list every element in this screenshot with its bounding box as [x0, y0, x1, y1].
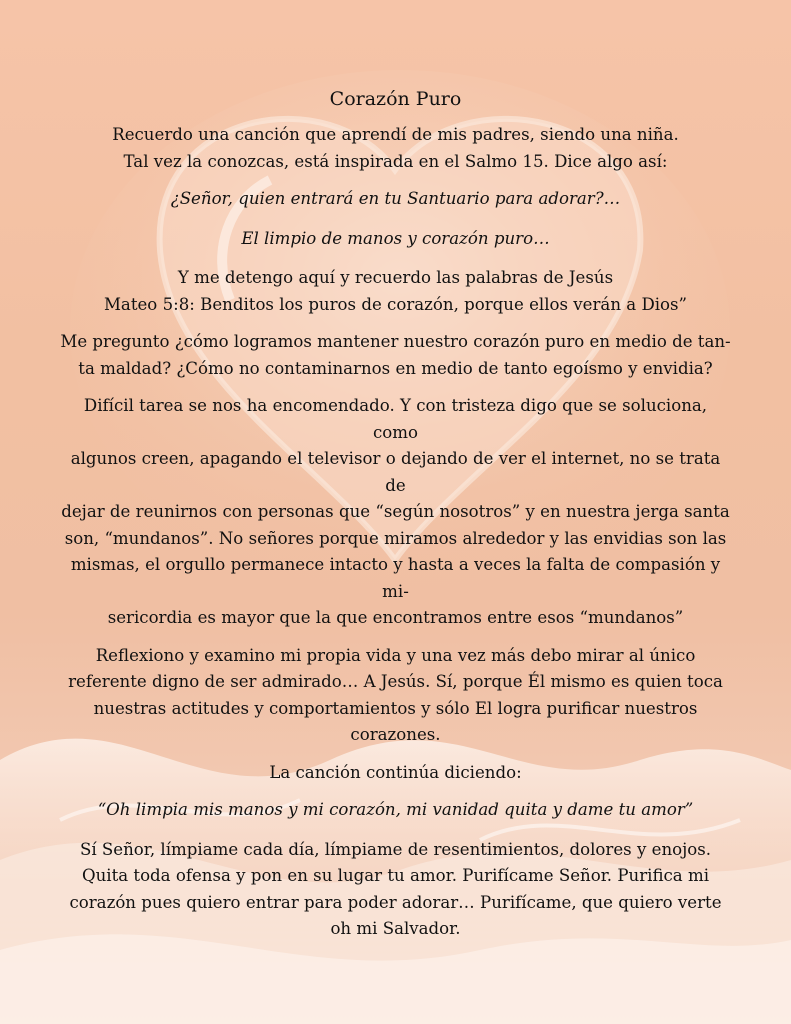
text-line: Sí Señor, límpiame cada día, límpiame de resentimientos, dolores y enojos.: [79, 839, 712, 859]
document-title: Corazón Puro: [329, 88, 462, 110]
quote-paragraph: [60, 226, 731, 253]
body-paragraph: [60, 837, 731, 943]
text-line: dejar de reunirnos con personas que “según nosotros” y en nuestra jerga santa: [61, 502, 730, 521]
quote-paragraph: [60, 186, 731, 213]
text-line: referente digno de ser admirado… A Jesús. Sí, porque Él mismo es quien toca: [68, 672, 723, 691]
body-paragraph: [60, 122, 731, 175]
text-line: nuestras actitudes y comportamientos y sólo El logra purificar nuestros: [93, 698, 698, 718]
text-line: oh mi Salvador.: [330, 919, 461, 938]
text-line: El limpio de manos y corazón puro…: [241, 228, 550, 248]
text-line: corazones.: [350, 725, 441, 744]
text-line: sericordia es mayor que la que encontramos entre esos “mundanos”: [107, 608, 684, 627]
body-paragraph: [60, 265, 731, 318]
quote-paragraph: [60, 797, 731, 824]
body-paragraph: [60, 393, 731, 632]
text-line: son, “mundanos”. No señores porque miramos alrededor y las envidias son las: [64, 528, 727, 548]
text-line: algunos creen, apagando el televisor o dejando de ver el internet, no se trata de: [70, 449, 721, 495]
document-body: [60, 122, 731, 943]
text-line: Recuerdo una canción que aprendí de mis padres, siendo una niña.: [112, 125, 679, 144]
text-line: ¿Señor, quien entrará en tu Santuario para adorar?…: [170, 189, 621, 208]
text-line: Me pregunto ¿cómo logramos mantener nuestro corazón puro en medio de tan-: [60, 332, 731, 351]
text-line: Quita toda ofensa y pon en su lugar tu amor. Purifícame Señor. Purifica mi: [81, 866, 710, 885]
body-paragraph: [60, 760, 731, 787]
text-line: Reflexiono y examino mi propia vida y una vez más debo mirar al único: [95, 645, 696, 665]
text-line: corazón pues quiero entrar para poder adorar… Purifícame, que quiero verte: [69, 892, 722, 912]
text-line: Tal vez la conozcas, está inspirada en el Salmo 15. Dice algo así:: [123, 151, 668, 171]
text-line: La canción continúa diciendo:: [269, 762, 522, 782]
text-line: ta maldad? ¿Cómo no contaminarnos en medio de tanto egoísmo y envidia?: [78, 358, 713, 378]
body-paragraph: [60, 329, 731, 382]
text-line: Difícil tarea se nos ha encomendado. Y con tristeza digo que se soluciona, como: [83, 396, 708, 442]
text-line: “Oh limpia mis manos y mi corazón, mi vanidad quita y dame tu amor”: [97, 800, 694, 819]
text-line: Y me detengo aquí y recuerdo las palabras de Jesús: [177, 268, 614, 287]
text-line: mismas, el orgullo permanece intacto y hasta a veces la falta de compasión y mi-: [70, 555, 721, 601]
body-paragraph: [60, 643, 731, 749]
text-line: Mateo 5:8: Benditos los puros de corazón, porque ellos verán a Dios”: [103, 294, 688, 314]
